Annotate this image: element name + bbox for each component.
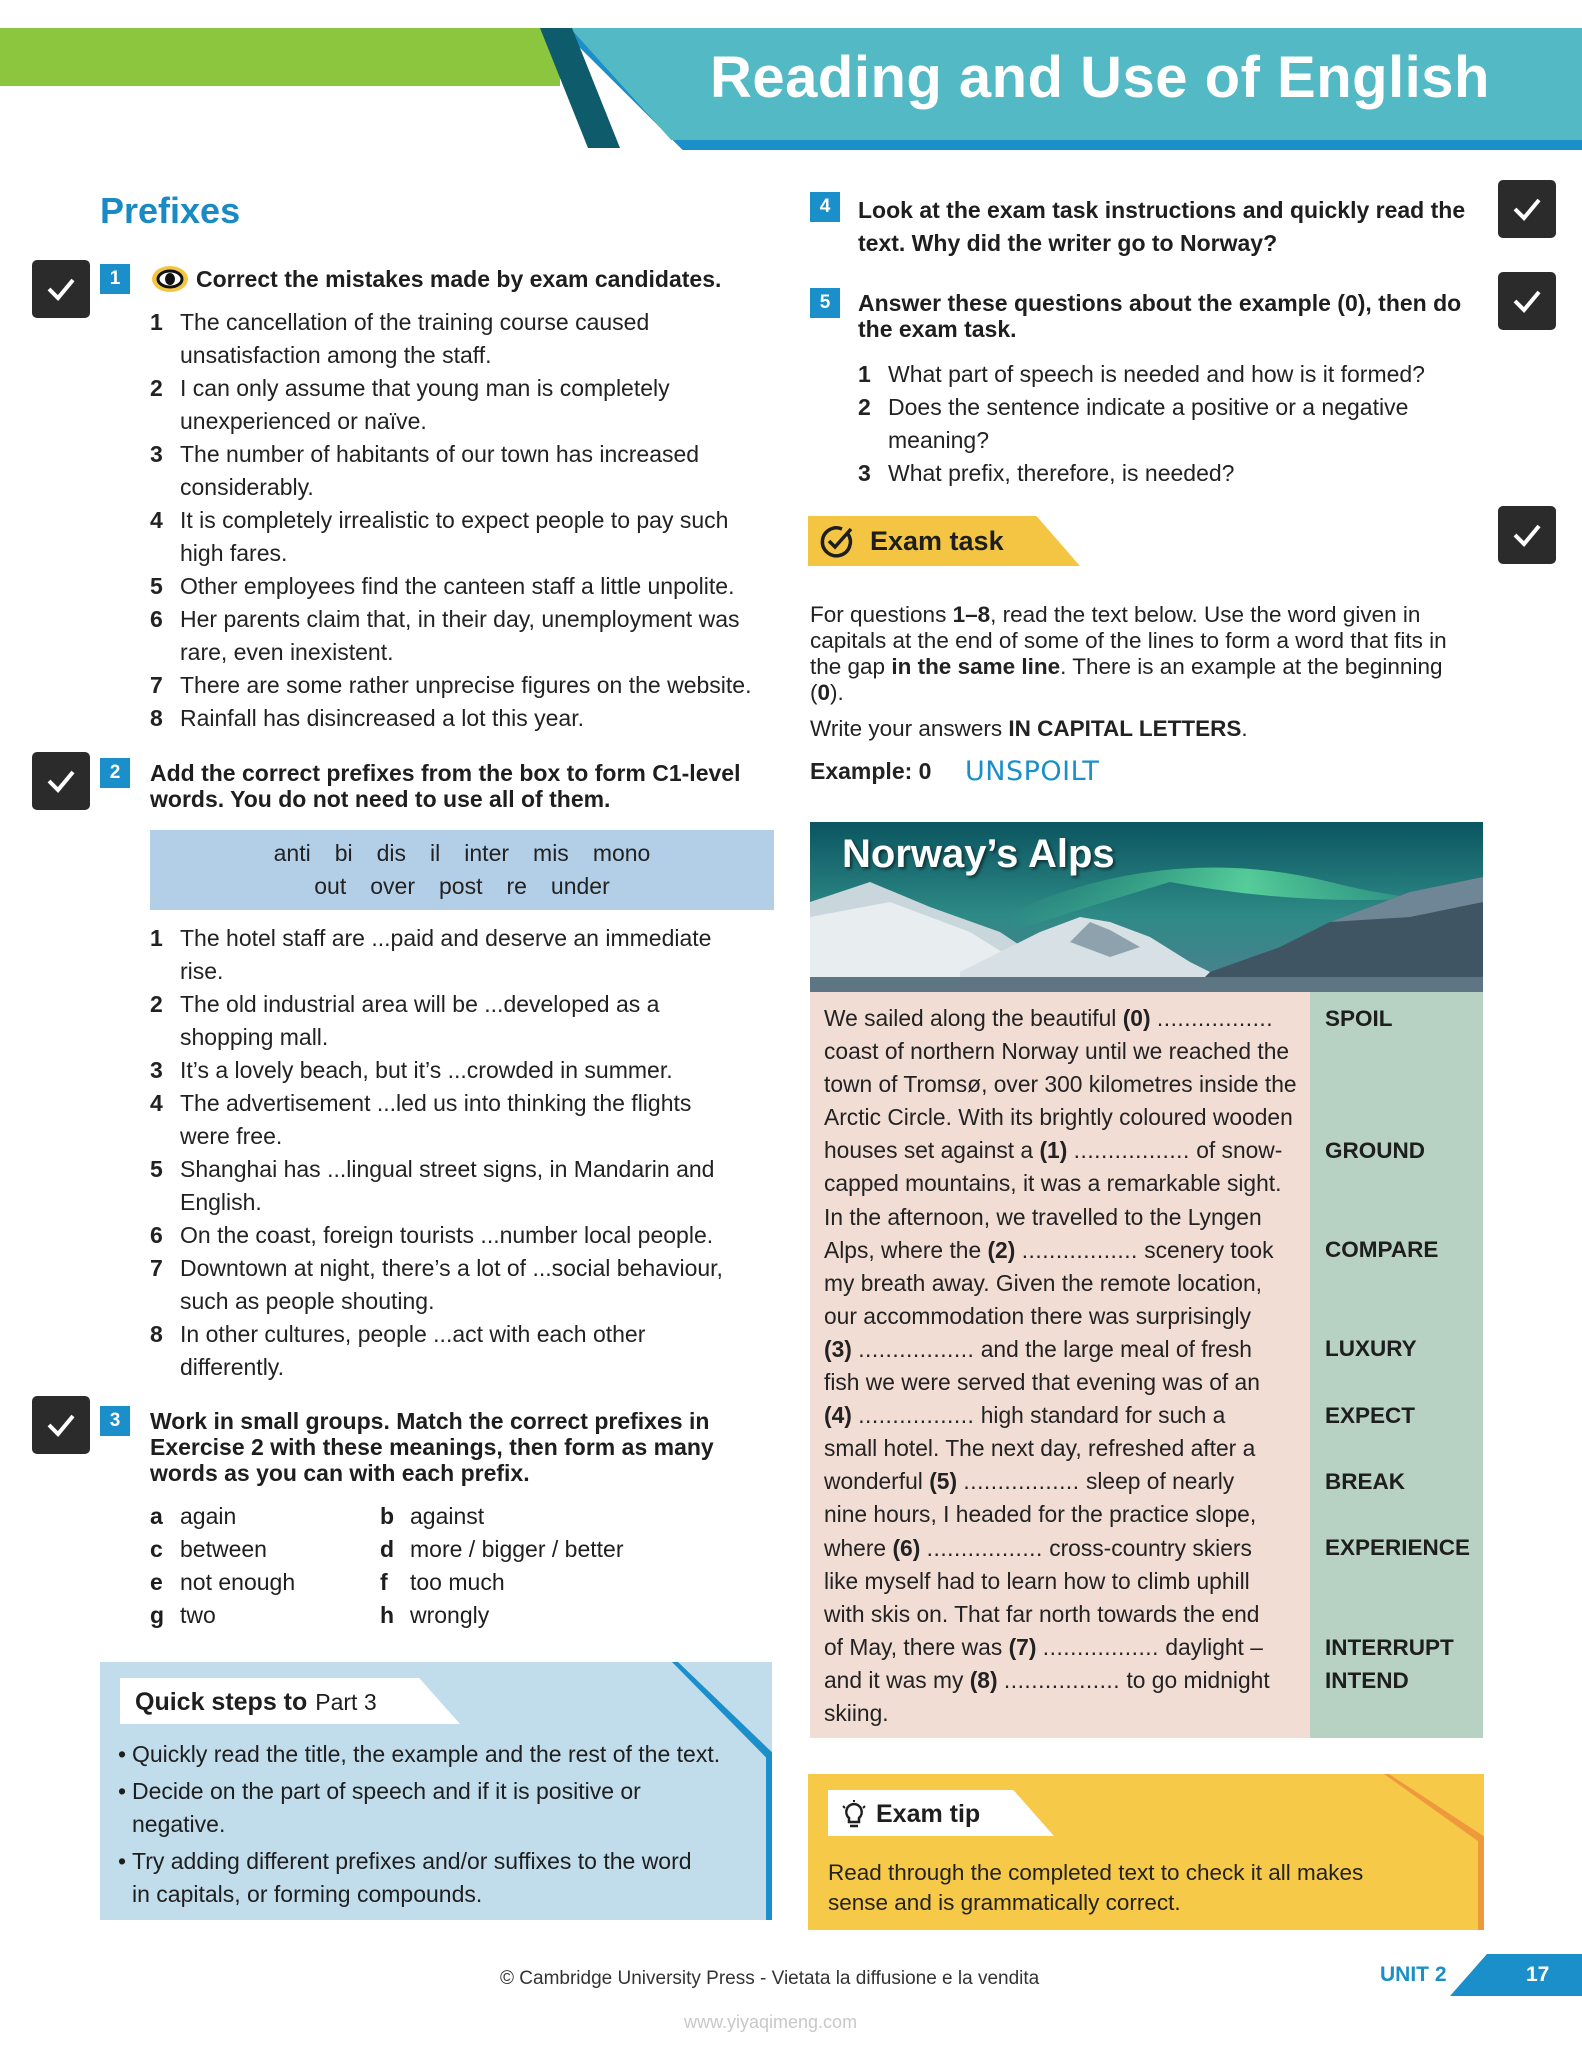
check-icon	[44, 1408, 78, 1442]
list-item	[150, 1252, 780, 1318]
article-line: like myself had to learn how to climb uphill	[824, 1567, 1250, 1594]
list-item	[150, 702, 780, 735]
prefix-word: bi	[334, 840, 353, 866]
quick-step-bullet	[118, 1775, 748, 1841]
text: cross-country skiers	[1049, 1534, 1252, 1561]
exercise-1-number: 1	[100, 264, 130, 294]
instr-text: Write your answers	[810, 716, 1009, 741]
item-text	[180, 372, 780, 438]
meaning-text: more / bigger / better	[410, 1536, 624, 1562]
article-line: coast of northern Norway until we reached the	[824, 1038, 1290, 1065]
prefix-word: re	[506, 873, 527, 899]
instruction-line: Look at the exam task instructions and quickly read the	[858, 197, 1466, 223]
prefix-word: post	[438, 873, 483, 899]
instr-text: . There is an example at the beginning (	[810, 654, 1443, 705]
item-line: The advertisement ...led us into thinking the flights	[180, 1090, 692, 1116]
article-line	[824, 1532, 1304, 1565]
item-line: The old industrial area will be ...developed as a	[180, 991, 660, 1017]
keyword-luxury: LUXURY	[1325, 1336, 1417, 1361]
item-text	[180, 1054, 780, 1087]
article-line: skiing.	[824, 1699, 889, 1726]
meaning-item	[150, 1599, 380, 1632]
item-number: 1	[150, 309, 163, 335]
meaning-item	[150, 1566, 380, 1599]
item-text	[180, 603, 780, 669]
item-text	[180, 570, 780, 603]
quick-steps-part: Part 3	[315, 1689, 377, 1715]
exercise-1-instruction: Correct the mistakes made by exam candidates.	[196, 266, 722, 292]
exercise-1-list	[150, 306, 780, 735]
text: Alps, where the	[824, 1236, 988, 1263]
instr-bold: IN CAPITAL LETTERS	[1008, 716, 1242, 741]
meaning-text: too much	[410, 1569, 505, 1595]
gap-number: (6)	[892, 1534, 921, 1561]
item-text	[888, 457, 1478, 490]
keyword-spoil: SPOIL	[1325, 1006, 1393, 1031]
item-line: On the coast, foreign tourists ...number local people.	[180, 1222, 714, 1248]
list-item	[150, 1318, 780, 1384]
exam-task-write-instruction	[810, 716, 1248, 742]
tip-line: sense and is grammatically correct.	[828, 1890, 1181, 1915]
keyword-intend: INTEND	[1325, 1668, 1409, 1693]
instruction-line: the exam task.	[858, 316, 1017, 342]
gap-example: .................	[1156, 1005, 1274, 1031]
list-item	[150, 570, 780, 603]
item-number: 8	[150, 705, 163, 731]
item-text	[180, 504, 780, 570]
article-line: our accommodation there was surprisingly	[824, 1302, 1251, 1329]
prefix-word: mis	[533, 840, 569, 866]
article-line	[824, 1465, 1304, 1498]
bullet-line: Try adding different prefixes and/or suffixes to the word	[132, 1848, 692, 1874]
exercise-2-number: 2	[100, 758, 130, 788]
meaning-text: between	[180, 1536, 267, 1562]
gap-number: (3)	[824, 1335, 852, 1362]
instr-bold: 1–8	[952, 602, 991, 627]
item-text	[180, 1219, 780, 1252]
meaning-item	[380, 1599, 670, 1632]
exercise-4-number: 4	[810, 192, 840, 222]
exercise-5-number: 5	[810, 288, 840, 318]
list-item	[150, 988, 780, 1054]
item-number: 1	[858, 361, 871, 387]
item-text	[180, 669, 780, 702]
item-line: Does the sentence indicate a positive or a negative	[888, 394, 1409, 420]
item-number: 1	[150, 925, 163, 951]
prefix-box-line-2	[150, 870, 774, 903]
item-number: 4	[150, 1090, 163, 1116]
gap-2[interactable]: .................	[1021, 1236, 1138, 1263]
list-item	[150, 1153, 780, 1219]
bullet-line: Decide on the part of speech and if it is positive or	[132, 1778, 641, 1804]
bullet-text	[132, 1845, 692, 1911]
text: sleep of nearly	[1085, 1468, 1235, 1495]
gap-3[interactable]: .................	[858, 1335, 975, 1362]
item-number: 6	[150, 1222, 163, 1248]
instr-bold: in the same line	[891, 654, 1061, 679]
list-item	[150, 306, 780, 372]
footer-unit: UNIT 2	[1380, 1963, 1447, 1986]
meanings-row	[150, 1566, 670, 1599]
keyword-interrupt: INTERRUPT	[1325, 1635, 1454, 1660]
check-icon	[1510, 284, 1544, 318]
article-line: nine hours, I headed for the practice slope,	[824, 1501, 1257, 1528]
footer-copyright: © Cambridge University Press - Vietata la diffusione e la vendita	[500, 1968, 1040, 1989]
meaning-text: again	[180, 1503, 237, 1529]
list-item	[150, 669, 780, 702]
meaning-text: not enough	[180, 1569, 296, 1595]
prefix-word: mono	[592, 840, 651, 866]
article-line: capped mountains, it was a remarkable sight.	[824, 1170, 1282, 1197]
list-item	[858, 457, 1478, 490]
item-line: English.	[180, 1189, 262, 1215]
meaning-item	[150, 1500, 380, 1533]
article-line	[824, 1002, 1304, 1035]
text: We sailed along the beautiful	[824, 1005, 1123, 1031]
prefix-word: dis	[376, 840, 407, 866]
item-number: 7	[150, 672, 163, 698]
item-line: Shanghai has ...lingual street signs, in Mandarin and	[180, 1156, 715, 1182]
exercise-3-number: 3	[100, 1406, 130, 1436]
meaning-item	[380, 1500, 670, 1533]
footer-page-number: 17	[1526, 1963, 1550, 1986]
article-line: In the afternoon, we travelled to the Lyngen	[824, 1203, 1262, 1230]
instr-text: .	[1241, 716, 1248, 741]
item-text	[180, 438, 780, 504]
item-text	[180, 702, 780, 735]
meanings-list	[150, 1500, 670, 1632]
article-line: with skis on. That far north towards the end	[824, 1600, 1260, 1627]
page-title: Reading and Use of English	[710, 45, 1490, 110]
instruction-line: Exercise 2 with these meanings, then form as many	[150, 1434, 714, 1460]
exercise-2-checkbox[interactable]	[32, 752, 90, 810]
prefix-word: out	[314, 873, 347, 899]
article-title: Norway’s Alps	[842, 832, 1115, 876]
keyword-experience: EXPERIENCE	[1325, 1535, 1471, 1560]
bullet-dot: •	[118, 1741, 127, 1767]
text: and it was my	[824, 1666, 970, 1693]
text: wonderful	[824, 1468, 930, 1495]
example-label: Example: 0	[810, 758, 932, 784]
bullet-text	[132, 1738, 720, 1771]
gap-number: (7)	[1008, 1633, 1037, 1660]
gap-6[interactable]: .................	[926, 1534, 1043, 1561]
meaning-letter: f	[380, 1569, 388, 1595]
item-line: were free.	[180, 1123, 283, 1149]
list-item	[150, 603, 780, 669]
item-number: 2	[150, 991, 163, 1017]
keyword-break: BREAK	[1325, 1469, 1406, 1494]
quick-steps-title-text: Quick steps to	[135, 1688, 308, 1716]
check-icon	[1510, 192, 1544, 226]
prefix-word: inter	[464, 840, 510, 866]
quick-steps-title	[135, 1688, 377, 1717]
instr-text: , read the text below. Use the word given in capitals at the end of some of the lines to form a word that fits in the gap	[810, 602, 1447, 679]
item-line: I can only assume that young man is completely	[180, 375, 670, 401]
list-item	[150, 1219, 780, 1252]
meaning-item	[380, 1533, 670, 1566]
gap-number: (8)	[969, 1666, 998, 1693]
meaning-text: wrongly	[410, 1602, 490, 1628]
exercise-5-checkbox[interactable]	[1498, 272, 1556, 330]
item-text	[180, 1252, 780, 1318]
text: of snow-	[1196, 1137, 1283, 1164]
exam-tip-label: Exam tip	[876, 1800, 981, 1828]
item-text	[180, 988, 780, 1054]
article-line: my breath away. Given the remote location,	[824, 1269, 1262, 1296]
keyword-expect: EXPECT	[1325, 1403, 1416, 1428]
exercise-2-instruction	[150, 760, 740, 812]
item-line: What part of speech is needed and how is it formed?	[888, 361, 1425, 387]
item-number: 8	[150, 1321, 163, 1347]
item-text	[888, 358, 1478, 391]
article-line	[824, 1234, 1304, 1267]
item-line: The number of habitants of our town has increased	[180, 441, 700, 467]
bullet-line: in capitals, or forming compounds.	[132, 1881, 483, 1907]
meaning-item	[150, 1533, 380, 1566]
article-line: Arctic Circle. With its brightly coloured wooden	[824, 1104, 1293, 1131]
item-number: 3	[858, 460, 871, 486]
item-line: Other employees find the canteen staff a little unpolite.	[180, 573, 735, 599]
item-line: differently.	[180, 1354, 284, 1380]
article-line: small hotel. The next day, refreshed after a	[824, 1435, 1256, 1462]
text: houses set against a	[824, 1137, 1040, 1164]
quick-step-bullet	[118, 1738, 748, 1771]
text: daylight –	[1165, 1633, 1263, 1660]
item-line: meaning?	[888, 427, 990, 453]
list-item	[150, 372, 780, 438]
exam-tip-text	[828, 1858, 1448, 1918]
item-line: It’s a lovely beach, but it’s ...crowded in summer.	[180, 1057, 673, 1083]
article-line	[824, 1134, 1304, 1167]
gap-4[interactable]: .................	[858, 1402, 975, 1429]
list-item	[150, 438, 780, 504]
item-number: 7	[150, 1255, 163, 1281]
item-line: considerably.	[180, 474, 314, 500]
item-line: rise.	[180, 958, 224, 984]
article-line	[824, 1631, 1304, 1664]
text: where	[824, 1534, 893, 1561]
bullet-dot: •	[118, 1848, 127, 1874]
item-text	[180, 1318, 780, 1384]
item-number: 6	[150, 606, 163, 632]
quick-step-bullet	[118, 1845, 748, 1911]
item-line: Rainfall has disincreased a lot this year.	[180, 705, 584, 731]
meaning-item	[380, 1566, 670, 1599]
exercise-5-instruction	[858, 290, 1461, 342]
exercise-4-instruction	[858, 194, 1465, 260]
meaning-letter: d	[380, 1536, 395, 1562]
exercise-2-list	[150, 922, 780, 1384]
item-line: It is completely irrealistic to expect people to pay such	[180, 507, 729, 533]
meaning-letter: c	[150, 1536, 163, 1562]
instr-text: ).	[830, 680, 844, 705]
meanings-row	[150, 1599, 670, 1632]
article-line: town of Tromsø, over 300 kilometres inside the	[824, 1071, 1297, 1098]
exam-task-instructions	[810, 602, 1470, 706]
instr-text: For questions	[810, 602, 953, 627]
prefix-word: il	[430, 840, 441, 866]
meaning-text: two	[180, 1602, 216, 1628]
gap-1[interactable]: .................	[1073, 1137, 1190, 1164]
check-icon	[44, 764, 78, 798]
article-line	[824, 1664, 1304, 1697]
article-line	[824, 1399, 1304, 1432]
keyword-ground: GROUND	[1325, 1138, 1425, 1163]
prefix-box-line-1	[150, 837, 774, 870]
gap-8[interactable]: .................	[1003, 1666, 1121, 1693]
item-line: unsatisfaction among the staff.	[180, 342, 492, 368]
footer-watermark-url: www.yiyaqimeng.com	[684, 2012, 858, 2032]
instruction-line: words as you can with each prefix.	[150, 1460, 530, 1486]
list-item	[150, 1087, 780, 1153]
check-circle-icon	[818, 524, 856, 565]
item-line: such as people shouting.	[180, 1288, 435, 1314]
article-line	[824, 1333, 1304, 1366]
item-line: shopping mall.	[180, 1024, 329, 1050]
item-line: unexperienced or naïve.	[180, 408, 427, 434]
list-item	[150, 922, 780, 988]
header-green-band	[0, 28, 560, 86]
exam-task-label: Exam task	[870, 526, 1004, 556]
instruction-line: Answer these questions about the example (0), then do	[858, 290, 1462, 316]
text: high standard for such a	[980, 1402, 1226, 1429]
exercise-3-instruction	[150, 1408, 714, 1486]
text: and the large meal of fresh	[980, 1335, 1252, 1362]
item-line: Her parents claim that, in their day, unemployment was	[180, 606, 740, 632]
bullet-line: Quickly read the title, the example and the rest of the text.	[132, 1741, 721, 1767]
footer-page-badge	[1450, 1954, 1582, 1996]
item-number: 5	[150, 573, 163, 599]
item-text	[180, 1087, 780, 1153]
meaning-letter: g	[150, 1602, 165, 1628]
item-line: There are some rather unprecise figures on the website.	[180, 672, 752, 698]
item-text	[180, 306, 780, 372]
gap-number: (4)	[824, 1402, 852, 1429]
gap-number: (1)	[1039, 1137, 1068, 1164]
keywords-column	[1310, 992, 1483, 1738]
gap-7[interactable]: .................	[1042, 1633, 1159, 1660]
item-line: high fares.	[180, 540, 288, 566]
bullet-line: negative.	[132, 1811, 226, 1837]
gap-number: (2)	[987, 1236, 1016, 1263]
exercise-3-checkbox[interactable]	[32, 1396, 90, 1454]
text: to go midnight	[1126, 1666, 1270, 1693]
instruction-line: text. Why did the writer go to Norway?	[858, 230, 1278, 256]
item-text	[180, 922, 780, 988]
item-text	[888, 391, 1478, 457]
exercise-5-list	[858, 358, 1478, 490]
item-number: 3	[150, 1057, 163, 1083]
quick-steps-list	[118, 1738, 748, 1915]
item-line: Downtown at night, there’s a lot of ...social behaviour,	[180, 1255, 723, 1281]
meaning-letter: h	[380, 1602, 395, 1628]
gap-5[interactable]: .................	[963, 1468, 1080, 1495]
gap-number: (5)	[929, 1468, 958, 1495]
text: of May, there was	[824, 1633, 1009, 1660]
instruction-line: Add the correct prefixes from the box to form C1-level	[150, 760, 741, 786]
bullet-dot: •	[118, 1778, 127, 1804]
prefix-word: anti	[273, 840, 311, 866]
prefix-word: under	[550, 873, 610, 899]
bullet-text	[132, 1775, 641, 1841]
item-text	[180, 1153, 780, 1219]
item-line: The hotel staff are ...paid and deserve an immediate	[180, 925, 712, 951]
example-answer: UNSPOILT	[965, 756, 1100, 787]
list-item	[858, 358, 1478, 391]
check-icon	[1510, 518, 1544, 552]
exam-task-checkbox[interactable]	[1498, 506, 1556, 564]
meaning-text: against	[410, 1503, 485, 1529]
item-number: 2	[858, 394, 871, 420]
list-item	[150, 504, 780, 570]
meaning-letter: e	[150, 1569, 163, 1595]
list-item	[858, 391, 1478, 457]
text: scenery took	[1144, 1236, 1274, 1263]
item-number: 3	[150, 441, 163, 467]
lightbulb-icon	[840, 1800, 868, 1835]
item-number: 5	[150, 1156, 163, 1182]
instr-bold: 0	[817, 680, 831, 705]
item-line: rare, even inexistent.	[180, 639, 394, 665]
prefix-box	[150, 830, 774, 910]
tip-line: Read through the completed text to check it all makes	[828, 1860, 1364, 1885]
instruction-line: Work in small groups. Match the correct prefixes in	[150, 1408, 710, 1434]
exercise-1-checkbox[interactable]	[32, 260, 90, 318]
gap-number: (0)	[1122, 1005, 1151, 1031]
prefix-word: over	[370, 873, 415, 899]
item-line: What prefix, therefore, is needed?	[888, 460, 1235, 486]
section-title-prefixes: Prefixes	[100, 190, 241, 231]
meaning-letter: b	[380, 1503, 395, 1529]
item-line: In other cultures, people ...act with each other	[180, 1321, 646, 1347]
keyword-compare: COMPARE	[1325, 1237, 1439, 1262]
item-number: 4	[150, 507, 163, 533]
check-icon	[44, 272, 78, 306]
list-item	[150, 1054, 780, 1087]
item-line: The cancellation of the training course caused	[180, 309, 650, 335]
exercise-4-checkbox[interactable]	[1498, 180, 1556, 238]
article-line: fish we were served that evening was of an	[824, 1369, 1260, 1396]
article-text	[824, 1002, 1304, 1730]
common-mistakes-icon	[150, 264, 190, 299]
instruction-line: words. You do not need to use all of them.	[150, 786, 611, 812]
item-number: 2	[150, 375, 163, 401]
meanings-row	[150, 1500, 670, 1533]
meaning-letter: a	[150, 1503, 163, 1529]
meanings-row	[150, 1533, 670, 1566]
